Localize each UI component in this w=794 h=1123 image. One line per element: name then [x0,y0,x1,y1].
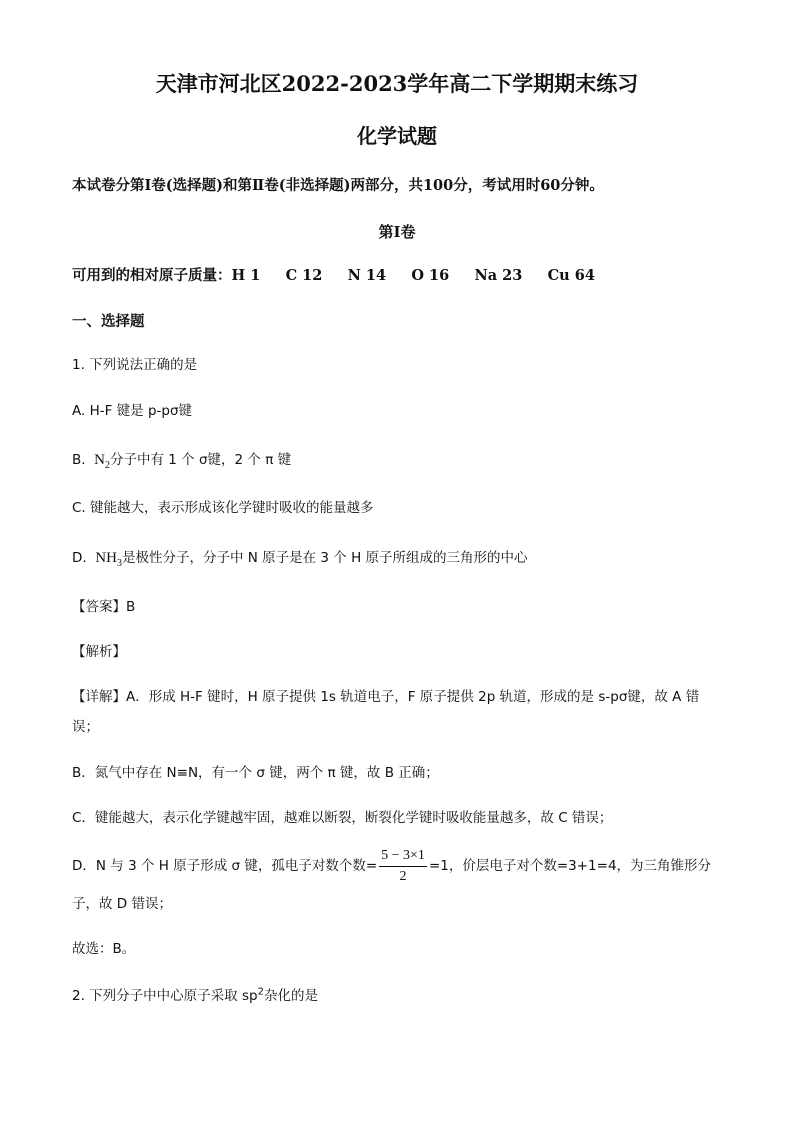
q1-stem: 1. 下列说法正确的是 [72,357,198,373]
q1-conclusion: 故选：B。 [72,941,136,957]
q1-detail-d-cont: 子，故 D 错误； [72,896,172,912]
q1-option-c: C. 键能越大，表示形成该化学键时吸收的能量越多 [72,500,374,516]
atomic-mass-c: C 12 [285,267,323,284]
detail-label: 【详解】 [72,689,126,705]
volume-heading: 第Ⅰ卷 [378,223,416,241]
q2-stem: 2. 下列分子中中心原子采取 $sp^2$杂化的是 [72,986,318,1004]
exam-intro: 本试卷分第Ⅰ卷(选择题)和第Ⅱ卷(非选择题)两部分，共100分，考试用时60分钟。 [72,177,604,194]
q1-option-a: A. H-F 键是 p-pσ键 [72,403,193,419]
exam-subtitle: 化学试题 [357,124,437,148]
q1-detail-b: B．氮气中存在 N≡N，有一个 σ 键，两个 π 键，故 B 正确； [72,765,439,781]
q1-option-d: D. $NH_3$是极性分子，分子中 N 原子是在 3 个 H 原子所组成的三角形的中心 [72,550,528,569]
answer-value: B [126,599,136,615]
q1-detail-c: C．键能越大，表示化学键越牢固，越难以断裂，断裂化学键时吸收能量越多，故 C 错误； [72,810,613,826]
section-heading: 一、选择题 [72,313,145,330]
atomic-mass-h: H 1 [231,267,261,284]
q1-detail-d: D．N 与 3 个 H 原子形成 σ 键，孤电子对数个数= $\frac{5 - 3\times 1}{2}$ =1，价层电子对个数=3+1=4，为三角锥形分 [72,847,712,884]
atomic-mass-cu: Cu 64 [547,267,595,284]
answer-label: 【答案】 [72,599,126,615]
q1-option-b-formula: $N_2$ [94,452,110,471]
exam-title: 天津市河北区2022-2023学年高二下学期期末练习 [155,71,639,96]
q1-detail-a-cont: 误； [72,719,99,735]
q1-answer [72,597,135,617]
lone-pair-fraction: $\frac{5 - 3\times 1}{2}$ [381,847,425,884]
atomic-mass-o: O 16 [411,267,450,284]
q1-option-b: B. $N_2$分子中有 1 个 σ键，2 个 π 键 [72,452,292,471]
atomic-mass-line [72,266,595,286]
atomic-mass-na: Na 23 [474,267,523,284]
q1-detail-a: 【详解】A．形成 H-F 键时，H 原子提供 1s 轨道电子，F 原子提供 2p 轨道，形成的是 s-pσ键，故 A 错 [72,689,700,705]
atomic-mass-label: 可用到的相对原子质量： [72,267,232,284]
atomic-mass-n: N 14 [347,267,387,284]
q1-analysis-label: 【解析】 [72,644,126,660]
q1-option-d-formula: $NH_3$ [95,550,122,569]
